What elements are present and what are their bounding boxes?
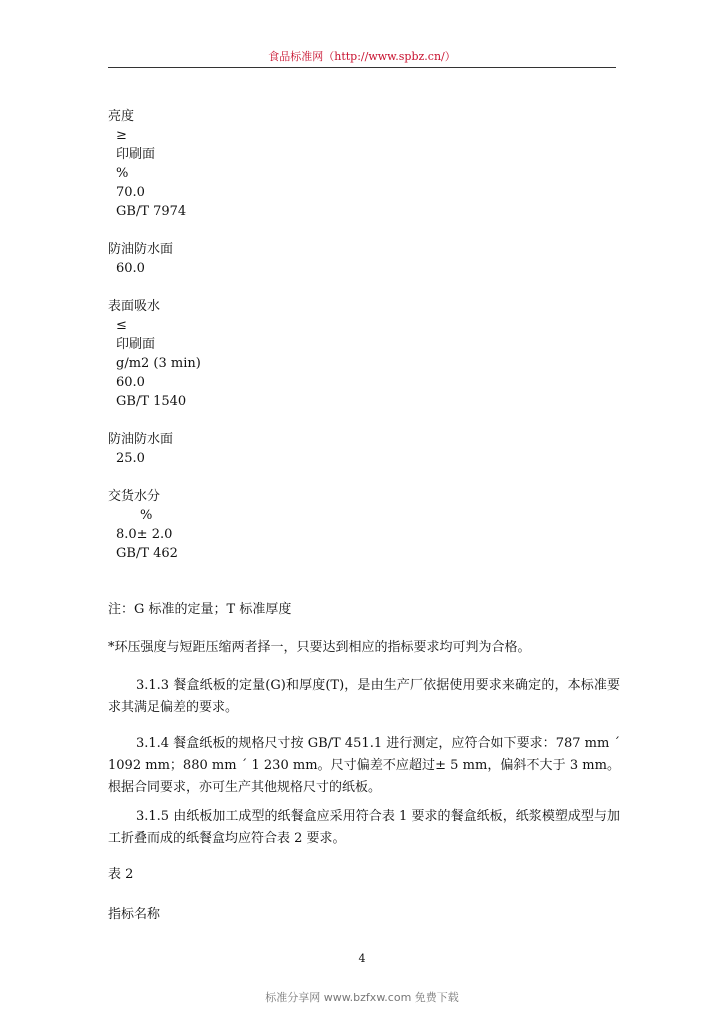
paragraph-3-1-3: 3.1.3 餐盒纸板的定量(G)和厚度(T)，是由生产厂依据使用要求来确定的，本标准要求其满足偏差的要求。 xyxy=(108,678,620,715)
brightness-method: GB/T 7974 xyxy=(116,204,187,219)
note-ring-crush: *环压强度与短距压缩两者择一，只要达到相应的指标要求均可判为合格。 xyxy=(108,640,531,655)
brightness-value: 70.0 xyxy=(116,185,145,200)
absorb-value: 60.0 xyxy=(116,375,145,390)
table-2-caption: 表 2 xyxy=(108,867,134,882)
brightness-face: 印刷面 xyxy=(116,147,156,162)
paragraph-3-1-5: 3.1.5 由纸板加工成型的纸餐盒应采用符合表 1 要求的餐盒纸板，纸浆模塑成型与加工折叠而成的纸餐盒均应符合表 2 要求。 xyxy=(108,809,620,846)
absorb-face: 印刷面 xyxy=(116,337,156,352)
paragraph-3-1-4: 3.1.4 餐盒纸板的规格尺寸按 GB/T 451.1 进行测定，应符合如下要求：787 mm ´ 1092 mm；880 mm ´ 1 230 mm。尺寸偏差不应超过± 5 mm，偏斜不大于 3 mm。根据合同要求，亦可生产其他规格尺寸的纸板。 xyxy=(108,736,620,795)
footer-watermark: 标准分享网 www.bzfxw.com 免费下载 xyxy=(265,991,459,1004)
absorb-unit: g/m2 (3 min) xyxy=(116,356,201,371)
brightness-unit: % xyxy=(116,166,129,181)
brightness-label: 亮度 xyxy=(108,109,135,124)
note-standard: 注：G 标准的定量；T 标准厚度 xyxy=(108,602,292,617)
absorb-value-2: 25.0 xyxy=(116,451,145,466)
absorb-operator: ≤ xyxy=(116,318,127,333)
absorb-method: GB/T 1540 xyxy=(116,394,187,409)
absorb-label: 表面吸水 xyxy=(108,299,161,314)
page-header: 食品标准网（http://www.spbz.cn/） xyxy=(268,50,456,63)
brightness-operator: ≥ xyxy=(116,128,127,143)
brightness-face-2: 防油防水面 xyxy=(108,242,174,257)
moisture-value: 8.0± 2.0 xyxy=(116,527,173,542)
moisture-method: GB/T 462 xyxy=(116,546,178,561)
absorb-face-2: 防油防水面 xyxy=(108,432,174,447)
moisture-label: 交货水分 xyxy=(108,489,161,504)
page-number: 4 xyxy=(358,952,366,965)
brightness-value-2: 60.0 xyxy=(116,261,145,276)
header-rule xyxy=(108,67,616,68)
moisture-unit: % xyxy=(140,508,153,523)
table-2-column-header: 指标名称 xyxy=(108,907,161,922)
